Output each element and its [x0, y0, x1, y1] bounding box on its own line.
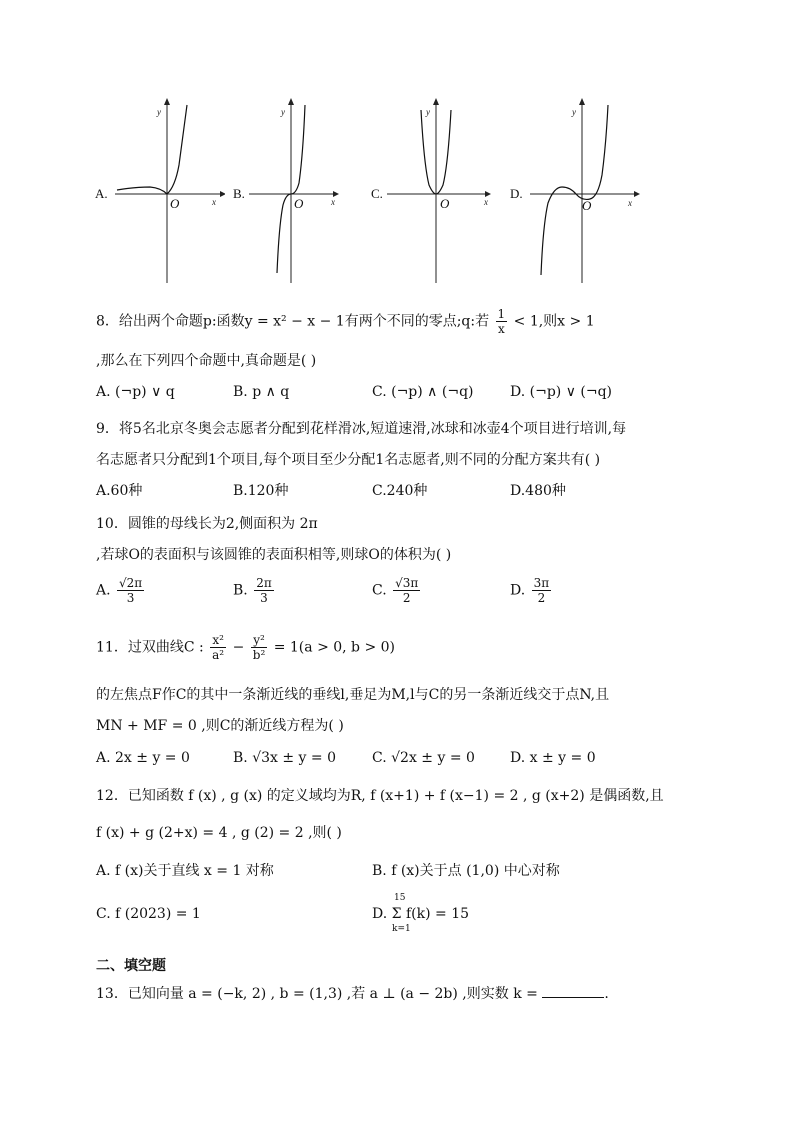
q13-text1: 13．已知向量 a = (−k, 2) , b = (1,3) ,若 a ⊥ (a − 2b) ,则实数 k =	[96, 986, 538, 1002]
q12-option-d-text: D. Σ f(k) = 15	[372, 906, 470, 922]
frac-numerator: x²	[210, 633, 226, 648]
q8-option-d[interactable]: D. (¬p) ∨ (¬q)	[510, 384, 613, 400]
x-axis-label: x	[628, 198, 632, 208]
q10-line1: 10．圆锥的母线长为2,侧面积为 2π	[96, 516, 318, 532]
sum-upper-limit: 15	[394, 893, 406, 903]
graph-option-c	[371, 95, 496, 285]
origin-label: O	[582, 198, 592, 213]
q11-text-pre: 11．过双曲线C :	[96, 639, 204, 656]
option-fraction	[254, 576, 274, 605]
frac-denominator: 3	[126, 591, 135, 605]
answer-blank[interactable]	[542, 985, 604, 998]
q12-line2: f (x) + g (2+x) = 4 , g (2) = 2 ,则( )	[96, 825, 342, 841]
option-label: A.	[96, 582, 111, 599]
q13-text2: .	[604, 986, 609, 1002]
q9-option-d[interactable]: D.480种	[510, 483, 566, 499]
q8-line2: ,那么在下列四个命题中,真命题是( )	[96, 353, 317, 369]
q11-line2: 的左焦点F作C的其中一条渐近线的垂线l,垂足为M,l与C的另一条渐近线交于点N,且	[96, 687, 610, 703]
q11-text-post: = 1(a > 0, b > 0)	[273, 639, 396, 656]
frac-denominator: b²	[252, 648, 266, 662]
q11-minus: −	[232, 639, 245, 656]
q11-option-d[interactable]: D. x ± y = 0	[510, 750, 596, 766]
q12-line1: 12．已知函数 f (x) , g (x) 的定义域均为R, f (x+1) + f (x−1) = 2 , g (x+2) 是偶函数,且	[96, 788, 664, 804]
origin-label: O	[170, 196, 180, 211]
q11-option-c[interactable]: C. √2x ± y = 0	[372, 750, 475, 766]
q8-option-b[interactable]: B. p ∧ q	[233, 384, 290, 400]
frac-numerator: 1	[497, 307, 506, 321]
option-label: D.	[510, 582, 526, 599]
x-axis-label: x	[331, 197, 335, 207]
q9-option-c[interactable]: C.240种	[372, 483, 428, 499]
option-label: B.	[233, 186, 245, 201]
q10-option-a[interactable]	[96, 576, 146, 605]
option-label: D.	[510, 186, 523, 201]
q8-option-c[interactable]: C. (¬p) ∧ (¬q)	[372, 384, 474, 400]
q12-option-b[interactable]: B. f (x)关于点 (1,0) 中心对称	[372, 863, 560, 879]
q8-option-a[interactable]: A. (¬p) ∨ q	[96, 384, 175, 400]
q11-option-b[interactable]: B. √3x ± y = 0	[233, 750, 336, 766]
graph-option-d	[510, 95, 650, 285]
y-axis-label: y	[572, 107, 576, 117]
q9-option-b[interactable]: B.120种	[233, 483, 289, 499]
q9-line2: 名志愿者只分配到1个项目,每个项目至少分配1名志愿者,则不同的分配方案共有( )	[96, 452, 601, 468]
graph-b-svg	[233, 95, 343, 285]
frac-numerator: 3π	[533, 576, 550, 590]
section-title: 二、填空题	[96, 958, 166, 974]
q13-line1	[96, 983, 609, 1003]
option-label: A.	[95, 186, 108, 201]
q12-option-a[interactable]: A. f (x)关于直线 x = 1 对称	[96, 863, 274, 879]
q8-line1	[96, 307, 595, 336]
option-fraction	[532, 576, 552, 605]
q9-line1: 9．将5名北京冬奥会志愿者分配到花样滑冰,短道速滑,冰球和冰壶4个项目进行培训,每	[96, 421, 627, 437]
x-axis-label: x	[212, 197, 216, 207]
frac-numerator: √3π	[395, 576, 419, 590]
x-axis-label: x	[484, 197, 488, 207]
q9-option-a[interactable]: A.60种	[96, 483, 143, 499]
y-axis-label: y	[157, 107, 161, 117]
frac-numerator: √2π	[119, 576, 143, 590]
graph-a-svg	[95, 95, 225, 285]
graph-d-svg	[510, 95, 650, 285]
q8-fraction	[496, 307, 508, 336]
q8-text1: 8．给出两个命题p:函数y = x² − x − 1有两个不同的零点;q:若	[96, 313, 490, 330]
frac-denominator: 2	[537, 591, 546, 605]
q12-option-c[interactable]: C. f (2023) = 1	[96, 906, 201, 922]
q10-line2: ,若球O的表面积与该圆锥的表面积相等,则球O的体积为( )	[96, 547, 452, 563]
frac-denominator: a²	[212, 648, 225, 662]
option-label: C.	[371, 186, 383, 201]
frac-denominator: 3	[260, 591, 268, 605]
frac-denominator: x	[497, 322, 505, 336]
q11-fraction-x	[210, 633, 226, 662]
graph-c-svg	[371, 95, 496, 285]
q12-option-d[interactable]	[372, 893, 470, 934]
q10-option-d[interactable]	[510, 576, 553, 605]
q11-line1	[96, 633, 395, 662]
option-label: C.	[372, 582, 387, 599]
option-fraction	[117, 576, 144, 605]
y-axis-label: y	[281, 107, 285, 117]
origin-label: O	[294, 196, 304, 211]
frac-numerator: 2π	[256, 576, 272, 590]
y-axis-label: y	[426, 107, 430, 117]
q11-fraction-y	[251, 633, 268, 662]
frac-denominator: 2	[402, 591, 411, 605]
frac-numerator: y²	[251, 633, 268, 648]
q10-option-c[interactable]	[372, 576, 422, 605]
option-label: B.	[233, 582, 248, 599]
option-fraction	[393, 576, 420, 605]
q11-line3: MN + MF = 0 ,则C的渐近线方程为( )	[96, 718, 344, 734]
graph-option-a	[95, 95, 225, 285]
origin-label: O	[440, 196, 450, 211]
sum-lower-limit: k=1	[392, 924, 411, 934]
q8-text2: < 1,则x > 1	[513, 313, 595, 330]
graph-option-b	[233, 95, 343, 285]
q11-option-a[interactable]: A. 2x ± y = 0	[96, 750, 190, 766]
q10-option-b[interactable]	[233, 576, 276, 605]
